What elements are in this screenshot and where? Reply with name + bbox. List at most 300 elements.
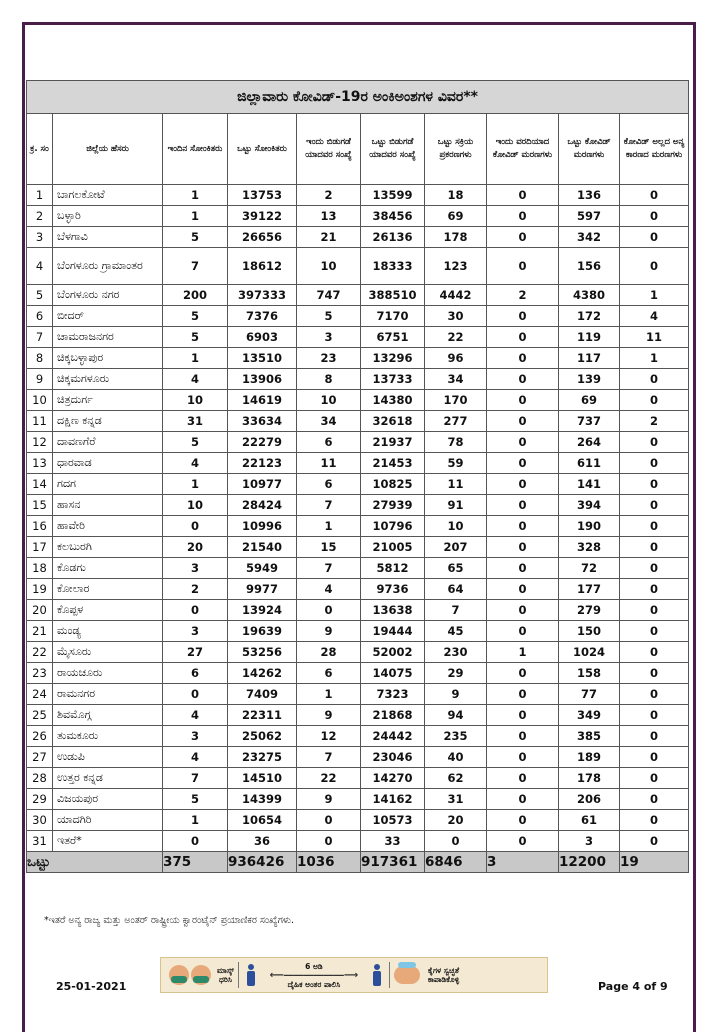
cell-total-infected: 19639 xyxy=(228,621,297,642)
cell-total-deaths: 139 xyxy=(559,369,620,390)
cell-today-discharged: 7 xyxy=(297,558,361,579)
cell-district: ರಾಯಚೂರು xyxy=(53,663,163,684)
cell-non-covid-deaths: 4 xyxy=(620,306,689,327)
cell-today-discharged: 15 xyxy=(297,537,361,558)
cell-sl: 21 xyxy=(27,621,53,642)
cell-active: 64 xyxy=(425,579,487,600)
cell-today-infected: 5 xyxy=(163,789,228,810)
cell-today-deaths: 0 xyxy=(487,348,559,369)
cell-sl: 23 xyxy=(27,663,53,684)
header-sl: ಕ್ರ. ಸಂ xyxy=(27,114,53,185)
cell-today-deaths: 0 xyxy=(487,453,559,474)
cell-non-covid-deaths: 0 xyxy=(620,579,689,600)
cell-total-deaths: 328 xyxy=(559,537,620,558)
cell-today-infected: 0 xyxy=(163,600,228,621)
cell-today-infected: 2 xyxy=(163,579,228,600)
cell-active: 170 xyxy=(425,390,487,411)
table-row xyxy=(27,185,689,206)
cell-total-discharged: 7170 xyxy=(361,306,425,327)
cell-today-discharged: 11 xyxy=(297,453,361,474)
double-arrow-icon: ⟵――――――⟶ xyxy=(269,969,359,981)
cell-total-discharged: 10573 xyxy=(361,810,425,831)
cell-total-infected: 26656 xyxy=(228,227,297,248)
distance-bottom-label: ದೈಹಿಕ ಅಂತರ ಪಾಲಿಸಿ xyxy=(287,979,341,989)
cell-active: 277 xyxy=(425,411,487,432)
table-row xyxy=(27,306,689,327)
cell-total-discharged: 14270 xyxy=(361,768,425,789)
cell-sl: 7 xyxy=(27,327,53,348)
total-today-deaths: 3 xyxy=(487,852,559,873)
cell-non-covid-deaths: 2 xyxy=(620,411,689,432)
page-number xyxy=(598,980,668,993)
header-non-covid-deaths: ಕೋವಿಡ್ ಅಲ್ಲದ ಅನ್ಯ ಕಾರಣದ ಮರಣಗಳು xyxy=(620,114,689,185)
cell-today-infected: 5 xyxy=(163,327,228,348)
cell-non-covid-deaths: 1 xyxy=(620,285,689,306)
header-district: ಜಿಲ್ಲೆಯ ಹೆಸರು xyxy=(53,114,163,185)
cell-sl: 5 xyxy=(27,285,53,306)
cell-total-deaths: 394 xyxy=(559,495,620,516)
cell-total-infected: 13924 xyxy=(228,600,297,621)
cell-today-discharged: 1 xyxy=(297,684,361,705)
cell-today-deaths: 0 xyxy=(487,684,559,705)
cell-non-covid-deaths: 0 xyxy=(620,432,689,453)
cell-total-discharged: 26136 xyxy=(361,227,425,248)
cell-non-covid-deaths: 0 xyxy=(620,369,689,390)
cell-active: 178 xyxy=(425,227,487,248)
distance-label xyxy=(259,962,369,989)
cell-non-covid-deaths: 0 xyxy=(620,789,689,810)
cell-non-covid-deaths: 0 xyxy=(620,621,689,642)
cell-total-infected: 10977 xyxy=(228,474,297,495)
cell-total-infected: 28424 xyxy=(228,495,297,516)
cell-today-deaths: 0 xyxy=(487,600,559,621)
cell-district: ಮೈಸೂರು xyxy=(53,642,163,663)
cell-non-covid-deaths: 11 xyxy=(620,327,689,348)
cell-non-covid-deaths: 0 xyxy=(620,185,689,206)
total-today-discharged: 1036 xyxy=(297,852,361,873)
cell-total-discharged: 27939 xyxy=(361,495,425,516)
cell-today-infected: 10 xyxy=(163,495,228,516)
cell-sl: 2 xyxy=(27,206,53,227)
cell-district: ಚಿಕ್ಕಮಗಳೂರು xyxy=(53,369,163,390)
cell-total-discharged: 9736 xyxy=(361,579,425,600)
table-row xyxy=(27,600,689,621)
cell-active: 40 xyxy=(425,747,487,768)
cell-district: ಉಡುಪಿ xyxy=(53,747,163,768)
cell-today-discharged: 8 xyxy=(297,369,361,390)
cell-total-infected: 14399 xyxy=(228,789,297,810)
cell-active: 0 xyxy=(425,831,487,852)
cell-today-deaths: 0 xyxy=(487,516,559,537)
cell-today-infected: 3 xyxy=(163,621,228,642)
cell-today-infected: 20 xyxy=(163,537,228,558)
cell-today-infected: 5 xyxy=(163,306,228,327)
cell-total-infected: 6903 xyxy=(228,327,297,348)
cell-active: 94 xyxy=(425,705,487,726)
handwash-label-line-2: ಕಾಪಾಡಿಕೊಳ್ಳಿ xyxy=(427,975,460,984)
table-row xyxy=(27,768,689,789)
cell-total-infected: 22311 xyxy=(228,705,297,726)
cell-total-discharged: 38456 xyxy=(361,206,425,227)
cell-district: ಕಲಬುರಗಿ xyxy=(53,537,163,558)
cell-sl: 28 xyxy=(27,768,53,789)
table-body xyxy=(27,185,689,852)
page-of: of xyxy=(640,980,661,993)
total-row xyxy=(27,852,689,873)
table-row xyxy=(27,747,689,768)
cell-today-discharged: 6 xyxy=(297,663,361,684)
cell-district: ಬೀದರ್ xyxy=(53,306,163,327)
cell-sl: 11 xyxy=(27,411,53,432)
cell-today-infected: 3 xyxy=(163,726,228,747)
table-row xyxy=(27,327,689,348)
cell-sl: 3 xyxy=(27,227,53,248)
cell-total-discharged: 13638 xyxy=(361,600,425,621)
cell-total-discharged: 13599 xyxy=(361,185,425,206)
header-today-discharged: ಇಂದು ಬಿಡುಗಡೆ ಯಾದವರ ಸಂಖ್ಯೆ xyxy=(297,114,361,185)
masked-face-icon xyxy=(191,965,211,985)
cell-sl: 26 xyxy=(27,726,53,747)
total-active: 6846 xyxy=(425,852,487,873)
cell-today-deaths: 0 xyxy=(487,810,559,831)
table-row xyxy=(27,579,689,600)
cell-today-infected: 5 xyxy=(163,227,228,248)
cell-today-infected: 4 xyxy=(163,705,228,726)
cell-sl: 27 xyxy=(27,747,53,768)
cell-total-deaths: 150 xyxy=(559,621,620,642)
table-row xyxy=(27,285,689,306)
cell-today-discharged: 4 xyxy=(297,579,361,600)
cell-sl: 19 xyxy=(27,579,53,600)
cell-active: 91 xyxy=(425,495,487,516)
cell-non-covid-deaths: 0 xyxy=(620,390,689,411)
cell-total-discharged: 32618 xyxy=(361,411,425,432)
cell-total-deaths: 158 xyxy=(559,663,620,684)
table-row xyxy=(27,248,689,285)
cell-non-covid-deaths: 0 xyxy=(620,516,689,537)
banner-divider xyxy=(238,962,239,988)
cell-total-discharged: 10825 xyxy=(361,474,425,495)
cell-today-infected: 200 xyxy=(163,285,228,306)
cell-today-deaths: 0 xyxy=(487,369,559,390)
cell-active: 4442 xyxy=(425,285,487,306)
cell-non-covid-deaths: 0 xyxy=(620,495,689,516)
header-active: ಒಟ್ಟು ಸಕ್ರಿಯ ಪ್ರಕರಣಗಳು xyxy=(425,114,487,185)
cell-today-infected: 0 xyxy=(163,516,228,537)
cell-non-covid-deaths: 0 xyxy=(620,206,689,227)
table-row xyxy=(27,642,689,663)
table-row xyxy=(27,369,689,390)
cell-today-infected: 7 xyxy=(163,768,228,789)
table-row xyxy=(27,516,689,537)
cell-today-deaths: 0 xyxy=(487,185,559,206)
cell-today-deaths: 2 xyxy=(487,285,559,306)
cell-total-discharged: 52002 xyxy=(361,642,425,663)
cell-total-deaths: 349 xyxy=(559,705,620,726)
cell-today-deaths: 0 xyxy=(487,227,559,248)
handwash-section xyxy=(394,958,459,992)
cell-total-discharged: 10796 xyxy=(361,516,425,537)
cell-non-covid-deaths: 0 xyxy=(620,537,689,558)
cell-total-infected: 13753 xyxy=(228,185,297,206)
cell-today-deaths: 0 xyxy=(487,558,559,579)
cell-district: ಬೆಂಗಳೂರು ನಗರ xyxy=(53,285,163,306)
cell-district: ತುಮಕೂರು xyxy=(53,726,163,747)
cell-today-deaths: 0 xyxy=(487,831,559,852)
cell-today-deaths: 0 xyxy=(487,768,559,789)
cell-active: 30 xyxy=(425,306,487,327)
table-row xyxy=(27,411,689,432)
cell-today-discharged: 2 xyxy=(297,185,361,206)
cell-sl: 13 xyxy=(27,453,53,474)
cell-today-infected: 4 xyxy=(163,453,228,474)
cell-active: 65 xyxy=(425,558,487,579)
mask-label-line-2: ಧರಿಸಿ xyxy=(219,975,232,984)
total-total-infected: 936426 xyxy=(228,852,297,873)
cell-today-infected: 1 xyxy=(163,474,228,495)
cell-sl: 22 xyxy=(27,642,53,663)
cell-today-infected: 6 xyxy=(163,663,228,684)
cell-total-discharged: 21005 xyxy=(361,537,425,558)
cell-sl: 25 xyxy=(27,705,53,726)
cell-non-covid-deaths: 0 xyxy=(620,453,689,474)
cell-total-infected: 18612 xyxy=(228,248,297,285)
cell-sl: 20 xyxy=(27,600,53,621)
handwash-label-line-1: ಕೈಗಳ ಸ್ವಚ್ಛತೆ xyxy=(428,966,460,975)
cell-today-deaths: 0 xyxy=(487,306,559,327)
cell-today-infected: 1 xyxy=(163,185,228,206)
distance-top-label: 6 ಅಡಿ xyxy=(305,961,323,971)
cell-total-infected: 10996 xyxy=(228,516,297,537)
footnote: *ಇತರೆ ಅನ್ಯ ರಾಜ್ಯ ಮತ್ತು ಅಂತರ್ ರಾಷ್ಟ್ರೀಯ ಕ್ವಾರಂಟೈನ್ ಪ್ರಯಾಣಿಕರ ಸಂಖ್ಯೆಗಳು. xyxy=(44,915,295,926)
cell-total-deaths: 737 xyxy=(559,411,620,432)
cell-today-discharged: 747 xyxy=(297,285,361,306)
banner-divider xyxy=(389,962,390,988)
cell-total-infected: 23275 xyxy=(228,747,297,768)
person-icon xyxy=(373,964,381,986)
mask-label-line-1: ಮಾಸ್ಕ್ xyxy=(217,966,234,975)
cell-non-covid-deaths: 0 xyxy=(620,705,689,726)
cell-active: 10 xyxy=(425,516,487,537)
cell-total-infected: 33634 xyxy=(228,411,297,432)
table-row xyxy=(27,726,689,747)
covid-stats-table-container xyxy=(26,80,688,873)
cell-today-discharged: 21 xyxy=(297,227,361,248)
cell-total-discharged: 21453 xyxy=(361,453,425,474)
cell-non-covid-deaths: 0 xyxy=(620,663,689,684)
table-row xyxy=(27,705,689,726)
cell-total-deaths: 172 xyxy=(559,306,620,327)
cell-district: ಚಿಕ್ಕಬಳ್ಳಾಪುರ xyxy=(53,348,163,369)
table-row xyxy=(27,537,689,558)
cell-total-discharged: 14075 xyxy=(361,663,425,684)
cell-district: ಕೊಪ್ಪಳ xyxy=(53,600,163,621)
cell-non-covid-deaths: 0 xyxy=(620,810,689,831)
masked-face-icon xyxy=(169,965,189,985)
cell-total-deaths: 61 xyxy=(559,810,620,831)
cell-total-deaths: 77 xyxy=(559,684,620,705)
cell-today-discharged: 34 xyxy=(297,411,361,432)
cell-district: ಯಾದಗಿರಿ xyxy=(53,810,163,831)
cell-active: 123 xyxy=(425,248,487,285)
cell-total-discharged: 14380 xyxy=(361,390,425,411)
header-total-discharged: ಒಟ್ಟು ಬಿಡುಗಡೆ ಯಾದವರ ಸಂಖ್ಯೆ xyxy=(361,114,425,185)
cell-sl: 8 xyxy=(27,348,53,369)
cell-today-deaths: 0 xyxy=(487,726,559,747)
mask-label xyxy=(217,966,234,984)
cell-district: ಬಳ್ಳಾರಿ xyxy=(53,206,163,227)
cell-today-infected: 10 xyxy=(163,390,228,411)
cell-total-deaths: 189 xyxy=(559,747,620,768)
cell-total-infected: 13906 xyxy=(228,369,297,390)
page-current: 4 xyxy=(632,980,641,993)
cell-sl: 24 xyxy=(27,684,53,705)
covid-stats-table xyxy=(26,80,689,873)
cell-today-infected: 0 xyxy=(163,831,228,852)
cell-today-discharged: 9 xyxy=(297,621,361,642)
cell-today-infected: 1 xyxy=(163,810,228,831)
handwash-label xyxy=(428,966,459,984)
cell-today-deaths: 0 xyxy=(487,747,559,768)
cell-non-covid-deaths: 0 xyxy=(620,600,689,621)
cell-total-deaths: 72 xyxy=(559,558,620,579)
cell-active: 18 xyxy=(425,185,487,206)
cell-today-discharged: 9 xyxy=(297,705,361,726)
cell-today-discharged: 7 xyxy=(297,747,361,768)
cell-total-deaths: 69 xyxy=(559,390,620,411)
mask-section xyxy=(161,958,234,992)
total-total-deaths: 12200 xyxy=(559,852,620,873)
cell-district: ದಕ್ಷಿಣ ಕನ್ನಡ xyxy=(53,411,163,432)
total-today-infected: 375 xyxy=(163,852,228,873)
cell-total-infected: 22279 xyxy=(228,432,297,453)
cell-today-infected: 3 xyxy=(163,558,228,579)
cell-today-discharged: 0 xyxy=(297,831,361,852)
cell-non-covid-deaths: 0 xyxy=(620,558,689,579)
cell-district: ಮಂಡ್ಯ xyxy=(53,621,163,642)
cell-today-infected: 7 xyxy=(163,248,228,285)
cell-total-infected: 14510 xyxy=(228,768,297,789)
cell-total-discharged: 21868 xyxy=(361,705,425,726)
cell-active: 235 xyxy=(425,726,487,747)
cell-total-deaths: 385 xyxy=(559,726,620,747)
cell-total-discharged: 21937 xyxy=(361,432,425,453)
cell-today-deaths: 0 xyxy=(487,663,559,684)
total-non-covid-deaths: 19 xyxy=(620,852,689,873)
cell-total-deaths: 611 xyxy=(559,453,620,474)
cell-district: ವಿಜಯಪುರ xyxy=(53,789,163,810)
cell-total-deaths: 156 xyxy=(559,248,620,285)
cell-total-deaths: 206 xyxy=(559,789,620,810)
cell-district: ಚಾಮರಾಜನಗರ xyxy=(53,327,163,348)
cell-sl: 15 xyxy=(27,495,53,516)
cell-today-infected: 31 xyxy=(163,411,228,432)
cell-non-covid-deaths: 0 xyxy=(620,642,689,663)
cell-total-infected: 9977 xyxy=(228,579,297,600)
cell-total-deaths: 1024 xyxy=(559,642,620,663)
cell-today-discharged: 12 xyxy=(297,726,361,747)
cell-today-discharged: 3 xyxy=(297,327,361,348)
table-row xyxy=(27,453,689,474)
cell-today-deaths: 0 xyxy=(487,206,559,227)
distance-section xyxy=(243,958,385,992)
cell-today-deaths: 0 xyxy=(487,390,559,411)
cell-sl: 30 xyxy=(27,810,53,831)
cell-today-discharged: 0 xyxy=(297,600,361,621)
cell-total-deaths: 190 xyxy=(559,516,620,537)
table-row xyxy=(27,348,689,369)
title-row xyxy=(27,81,689,114)
header-today-deaths: ಇಂದು ವರದಿಯಾದ ಕೋವಿಡ್ ಮರಣಗಳು xyxy=(487,114,559,185)
cell-today-deaths: 0 xyxy=(487,621,559,642)
cell-active: 45 xyxy=(425,621,487,642)
header-total-deaths: ಒಟ್ಟು ಕೋವಿಡ್ ಮರಣಗಳು xyxy=(559,114,620,185)
cell-total-deaths: 264 xyxy=(559,432,620,453)
cell-total-infected: 5949 xyxy=(228,558,297,579)
cell-district: ಬೆಂಗಳೂರು ಗ್ರಾಮಾಂತರ xyxy=(53,248,163,285)
table-row xyxy=(27,432,689,453)
cell-active: 20 xyxy=(425,810,487,831)
cell-district: ಹಾಸನ xyxy=(53,495,163,516)
cell-total-deaths: 279 xyxy=(559,600,620,621)
cell-today-deaths: 0 xyxy=(487,537,559,558)
cell-district: ಹಾವೇರಿ xyxy=(53,516,163,537)
cell-today-infected: 4 xyxy=(163,747,228,768)
cell-district: ಕೋಲಾರ xyxy=(53,579,163,600)
cell-district: ಗದಗ xyxy=(53,474,163,495)
cell-total-infected: 53256 xyxy=(228,642,297,663)
table-row xyxy=(27,390,689,411)
cell-active: 29 xyxy=(425,663,487,684)
cell-total-infected: 39122 xyxy=(228,206,297,227)
table-row xyxy=(27,206,689,227)
cell-today-deaths: 0 xyxy=(487,248,559,285)
cell-total-deaths: 119 xyxy=(559,327,620,348)
cell-today-infected: 0 xyxy=(163,684,228,705)
table-row xyxy=(27,789,689,810)
cell-sl: 1 xyxy=(27,185,53,206)
cell-total-infected: 14619 xyxy=(228,390,297,411)
cell-active: 96 xyxy=(425,348,487,369)
cell-active: 31 xyxy=(425,789,487,810)
table-row xyxy=(27,474,689,495)
cell-total-deaths: 342 xyxy=(559,227,620,248)
cell-total-deaths: 178 xyxy=(559,768,620,789)
cell-total-infected: 22123 xyxy=(228,453,297,474)
cell-today-discharged: 9 xyxy=(297,789,361,810)
cell-today-infected: 1 xyxy=(163,206,228,227)
cell-sl: 10 xyxy=(27,390,53,411)
page-prefix: Page xyxy=(598,980,633,993)
cell-sl: 14 xyxy=(27,474,53,495)
cell-district: ಚಿತ್ರದುರ್ಗ xyxy=(53,390,163,411)
handwash-icon xyxy=(394,966,420,984)
cell-active: 62 xyxy=(425,768,487,789)
cell-district: ಬಾಗಲಕೋಟೆ xyxy=(53,185,163,206)
cell-today-infected: 27 xyxy=(163,642,228,663)
cell-total-discharged: 23046 xyxy=(361,747,425,768)
cell-active: 59 xyxy=(425,453,487,474)
cell-today-discharged: 6 xyxy=(297,432,361,453)
safety-banner xyxy=(160,957,548,993)
cell-today-deaths: 0 xyxy=(487,432,559,453)
cell-total-discharged: 13296 xyxy=(361,348,425,369)
cell-district: ದಾವಣಗೆರೆ xyxy=(53,432,163,453)
cell-active: 34 xyxy=(425,369,487,390)
cell-total-infected: 25062 xyxy=(228,726,297,747)
cell-today-deaths: 0 xyxy=(487,705,559,726)
cell-today-discharged: 5 xyxy=(297,306,361,327)
